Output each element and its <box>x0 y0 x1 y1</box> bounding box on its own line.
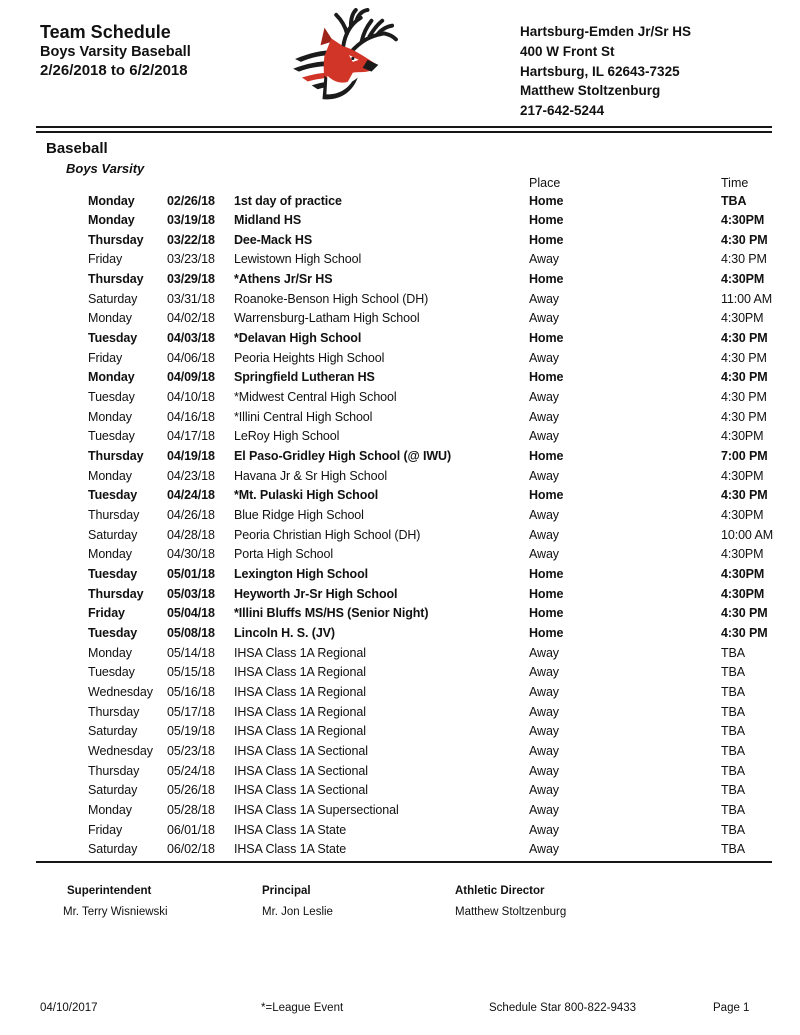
row-place: Home <box>529 193 564 208</box>
row-place: Away <box>529 390 559 405</box>
stag-mascot-icon <box>292 8 400 104</box>
row-place: Away <box>529 802 559 817</box>
row-place: Home <box>529 213 564 228</box>
row-place: Away <box>529 724 559 739</box>
time-column-header: Time <box>721 176 749 190</box>
row-opponent: Porta High School <box>234 547 334 562</box>
table-bottom-divider <box>36 861 772 863</box>
row-opponent: IHSA Class 1A Regional <box>234 704 366 719</box>
row-time: 4:30 PM <box>721 488 768 503</box>
row-day: Tuesday <box>88 331 138 346</box>
row-time: TBA <box>721 724 746 739</box>
row-opponent: Lincoln H. S. (JV) <box>234 625 335 640</box>
row-time: 4:30PM <box>721 508 764 522</box>
row-time: TBA <box>721 665 746 680</box>
row-day: Monday <box>88 468 132 483</box>
schedule-row <box>0 250 800 270</box>
row-place: Away <box>529 429 559 444</box>
row-day: Monday <box>88 645 132 660</box>
schedule-row <box>0 683 800 703</box>
schedule-row <box>0 585 800 605</box>
row-day: Tuesday <box>88 625 138 640</box>
row-date: 04/28/18 <box>167 527 215 542</box>
row-place: Home <box>529 370 564 385</box>
schedule-row <box>0 231 800 251</box>
row-opponent: IHSA Class 1A State <box>234 842 347 857</box>
schedule-row <box>0 309 800 329</box>
row-day: Tuesday <box>88 488 138 503</box>
schedule-row <box>0 349 800 369</box>
row-date: 04/23/18 <box>167 468 215 483</box>
row-date: 03/22/18 <box>167 232 215 247</box>
schedule-row <box>0 427 800 447</box>
row-day: Tuesday <box>88 429 135 444</box>
row-time: 4:30PM <box>721 547 764 562</box>
row-date: 03/19/18 <box>167 213 215 228</box>
row-day: Tuesday <box>88 390 135 405</box>
row-place: Away <box>529 311 559 326</box>
row-day: Monday <box>88 213 135 228</box>
row-time: TBA <box>721 783 746 798</box>
row-place: Away <box>529 547 559 562</box>
schedule-row <box>0 663 800 683</box>
school-address-line1: 400 W Front St <box>520 43 615 59</box>
row-date: 03/23/18 <box>167 252 215 267</box>
row-day: Monday <box>88 311 132 326</box>
school-address-line2: Hartsburg, IL 62643-7325 <box>520 63 680 79</box>
row-opponent: Warrensburg-Latham High School <box>234 311 420 326</box>
row-day: Tuesday <box>88 665 135 680</box>
row-day: Monday <box>88 409 132 424</box>
row-date: 04/09/18 <box>167 370 215 385</box>
row-place: Away <box>529 842 559 857</box>
footer-vendor: Schedule Star 800-822-9433 <box>489 1002 637 1014</box>
school-info-block <box>520 22 691 121</box>
schedule-row <box>0 624 800 644</box>
schedule-row <box>0 722 800 742</box>
schedule-row <box>0 840 800 860</box>
row-opponent: IHSA Class 1A Regional <box>234 684 366 699</box>
row-date: 05/16/18 <box>167 684 215 699</box>
row-place: Home <box>529 272 564 287</box>
row-day: Monday <box>88 370 135 385</box>
schedule-row <box>0 506 800 526</box>
row-time: 4:30 PM <box>721 370 768 385</box>
row-day: Thursday <box>88 508 140 522</box>
row-date: 06/02/18 <box>167 842 215 857</box>
row-date: 05/14/18 <box>167 645 215 660</box>
athletic-director-title: Athletic Director <box>455 885 545 897</box>
row-opponent: IHSA Class 1A Sectional <box>234 783 368 798</box>
row-time: 4:30 PM <box>721 409 767 424</box>
row-time: 4:30 PM <box>721 350 767 365</box>
footer-print-date: 04/10/2017 <box>40 1002 98 1014</box>
row-date: 04/19/18 <box>167 449 215 464</box>
row-date: 04/26/18 <box>167 508 215 522</box>
row-time: 4:30PM <box>721 272 765 287</box>
schedule-row <box>0 801 800 821</box>
row-place: Away <box>529 527 559 542</box>
row-time: 4:30PM <box>721 566 765 581</box>
footer-league-legend: *=League Event <box>261 1002 344 1014</box>
header-divider <box>36 126 772 133</box>
row-opponent: IHSA Class 1A Regional <box>234 645 366 660</box>
row-time: 4:30 PM <box>721 232 768 247</box>
row-opponent: IHSA Class 1A Sectional <box>234 743 368 758</box>
row-place: Away <box>529 291 559 306</box>
row-time: TBA <box>721 763 746 778</box>
row-date: 04/30/18 <box>167 547 215 562</box>
schedule-row <box>0 408 800 428</box>
row-opponent: Lexington High School <box>234 566 369 581</box>
schedule-row <box>0 447 800 467</box>
schedule-row <box>0 762 800 782</box>
row-place: Home <box>529 566 564 581</box>
row-opponent: *Illini Bluffs MS/HS (Senior Night) <box>234 606 429 621</box>
team-level-heading: Boys Varsity <box>66 161 145 176</box>
schedule-row <box>0 703 800 723</box>
schedule-rows <box>0 192 800 860</box>
row-opponent: Peoria Christian High School (DH) <box>234 527 421 542</box>
row-date: 04/17/18 <box>167 429 215 444</box>
row-opponent: Lewistown High School <box>234 252 362 267</box>
row-date: 06/01/18 <box>167 822 215 837</box>
row-day: Saturday <box>88 842 138 857</box>
document-title: Team Schedule <box>40 22 171 42</box>
date-range: 2/26/2018 to 6/2/2018 <box>40 62 188 79</box>
row-day: Wednesday <box>88 743 153 758</box>
row-time: 4:30 PM <box>721 625 768 640</box>
row-opponent: Heyworth Jr-Sr High School <box>234 586 398 601</box>
schedule-row <box>0 781 800 801</box>
row-place: Away <box>529 684 559 699</box>
row-opponent: *Midwest Central High School <box>234 390 397 405</box>
row-date: 04/24/18 <box>167 488 215 503</box>
principal-name: Mr. Jon Leslie <box>262 906 333 918</box>
row-day: Friday <box>88 252 123 267</box>
row-opponent: IHSA Class 1A Supersectional <box>234 802 399 817</box>
row-day: Thursday <box>88 449 144 464</box>
row-opponent: *Mt. Pulaski High School <box>234 488 379 503</box>
row-opponent: Blue Ridge High School <box>234 508 364 522</box>
row-place: Home <box>529 331 564 346</box>
row-opponent: Peoria Heights High School <box>234 350 385 365</box>
row-date: 05/15/18 <box>167 665 215 680</box>
row-place: Away <box>529 704 559 719</box>
row-time: 4:30 PM <box>721 252 767 267</box>
row-place: Away <box>529 822 559 837</box>
schedule-row <box>0 565 800 585</box>
athletic-director-name: Matthew Stoltzenburg <box>455 906 567 918</box>
row-place: Away <box>529 763 559 778</box>
row-date: 05/03/18 <box>167 586 215 601</box>
row-date: 05/17/18 <box>167 704 215 719</box>
row-time: 4:30PM <box>721 311 764 326</box>
row-day: Saturday <box>88 291 138 306</box>
schedule-row <box>0 644 800 664</box>
row-date: 05/08/18 <box>167 625 215 640</box>
schedule-row <box>0 545 800 565</box>
row-day: Friday <box>88 822 123 837</box>
principal-title: Principal <box>262 885 311 897</box>
row-time: 4:30 PM <box>721 606 768 621</box>
row-place: Home <box>529 625 564 640</box>
row-time: TBA <box>721 684 746 699</box>
row-opponent: *Delavan High School <box>234 331 362 346</box>
row-opponent: Dee-Mack HS <box>234 232 313 247</box>
row-place: Away <box>529 350 559 365</box>
schedule-row <box>0 368 800 388</box>
row-time: TBA <box>721 193 747 208</box>
row-opponent: LeRoy High School <box>234 429 340 444</box>
row-place: Away <box>529 665 559 680</box>
row-place: Home <box>529 606 564 621</box>
row-date: 03/31/18 <box>167 291 215 306</box>
row-time: 7:00 PM <box>721 449 768 464</box>
superintendent-title: Superintendent <box>67 885 152 897</box>
schedule-row <box>0 388 800 408</box>
row-day: Friday <box>88 350 123 365</box>
row-place: Home <box>529 449 564 464</box>
row-date: 05/23/18 <box>167 743 215 758</box>
row-day: Monday <box>88 547 132 562</box>
row-time: TBA <box>721 704 746 719</box>
row-date: 05/19/18 <box>167 724 215 739</box>
row-place: Away <box>529 743 559 758</box>
row-date: 02/26/18 <box>167 193 215 208</box>
row-date: 04/16/18 <box>167 409 215 424</box>
row-time: 10:00 AM <box>721 527 774 542</box>
row-place: Away <box>529 508 559 522</box>
schedule-row <box>0 604 800 624</box>
row-opponent: El Paso-Gridley High School (@ IWU) <box>234 449 452 464</box>
row-date: 04/02/18 <box>167 311 215 326</box>
row-time: 4:30 PM <box>721 331 768 346</box>
row-place: Away <box>529 783 559 798</box>
row-place: Home <box>529 586 564 601</box>
row-place: Home <box>529 232 564 247</box>
schedule-row <box>0 526 800 546</box>
sport-heading: Baseball <box>46 140 108 157</box>
row-day: Wednesday <box>88 684 153 699</box>
row-opponent: Springfield Lutheran HS <box>234 370 375 385</box>
row-time: 4:30PM <box>721 213 765 228</box>
row-place: Away <box>529 468 559 483</box>
row-place: Away <box>529 409 559 424</box>
row-opponent: Midland HS <box>234 213 302 228</box>
row-time: TBA <box>721 645 746 660</box>
row-opponent: IHSA Class 1A Regional <box>234 665 366 680</box>
row-day: Thursday <box>88 586 144 601</box>
row-opponent: IHSA Class 1A Regional <box>234 724 366 739</box>
row-day: Saturday <box>88 783 138 798</box>
row-time: TBA <box>721 802 746 817</box>
row-time: TBA <box>721 842 746 857</box>
row-opponent: *Athens Jr/Sr HS <box>234 272 333 287</box>
row-date: 05/24/18 <box>167 763 215 778</box>
row-opponent: Roanoke-Benson High School (DH) <box>234 291 429 306</box>
row-time: 4:30PM <box>721 429 764 444</box>
schedule-row <box>0 742 800 762</box>
schedule-row <box>0 290 800 310</box>
schedule-row <box>0 270 800 290</box>
row-date: 04/10/18 <box>167 390 215 405</box>
schedule-row <box>0 821 800 841</box>
row-place: Away <box>529 252 559 267</box>
schedule-row <box>0 211 800 231</box>
row-date: 05/26/18 <box>167 783 215 798</box>
row-date: 05/04/18 <box>167 606 215 621</box>
school-name: Hartsburg-Emden Jr/Sr HS <box>520 24 692 39</box>
row-day: Monday <box>88 802 132 817</box>
superintendent-name: Mr. Terry Wisniewski <box>63 906 168 918</box>
schedule-row <box>0 192 800 212</box>
row-time: 4:30PM <box>721 586 765 601</box>
row-date: 04/06/18 <box>167 350 215 365</box>
footer-page-number: Page 1 <box>713 1002 750 1014</box>
row-date: 05/01/18 <box>167 566 215 581</box>
place-column-header: Place <box>529 176 561 190</box>
row-day: Thursday <box>88 763 140 778</box>
contact-phone: 217-642-5244 <box>520 103 605 119</box>
row-day: Thursday <box>88 272 144 287</box>
row-time: 4:30 PM <box>721 390 767 405</box>
schedule-row <box>0 486 800 506</box>
row-time: TBA <box>721 822 746 837</box>
row-day: Saturday <box>88 724 138 739</box>
row-day: Monday <box>88 193 135 208</box>
row-date: 04/03/18 <box>167 331 215 346</box>
row-day: Thursday <box>88 704 140 719</box>
contact-name: Matthew Stoltzenburg <box>520 83 661 99</box>
row-place: Home <box>529 488 564 503</box>
row-opponent: *Illini Central High School <box>234 409 373 424</box>
row-opponent: Havana Jr & Sr High School <box>234 468 388 483</box>
row-opponent: 1st day of practice <box>234 193 342 208</box>
schedule-row <box>0 329 800 349</box>
row-day: Saturday <box>88 527 138 542</box>
row-date: 05/28/18 <box>167 802 215 817</box>
schedule-row <box>0 467 800 487</box>
team-subtitle: Boys Varsity Baseball <box>40 44 191 60</box>
row-opponent: IHSA Class 1A Sectional <box>234 763 368 778</box>
row-day: Tuesday <box>88 566 138 581</box>
row-opponent: IHSA Class 1A State <box>234 822 347 837</box>
row-date: 03/29/18 <box>167 272 215 287</box>
row-time: 4:30PM <box>721 468 764 483</box>
row-day: Friday <box>88 606 125 621</box>
row-time: TBA <box>721 743 746 758</box>
row-day: Thursday <box>88 232 144 247</box>
row-time: 11:00 AM <box>721 291 773 306</box>
row-place: Away <box>529 645 559 660</box>
